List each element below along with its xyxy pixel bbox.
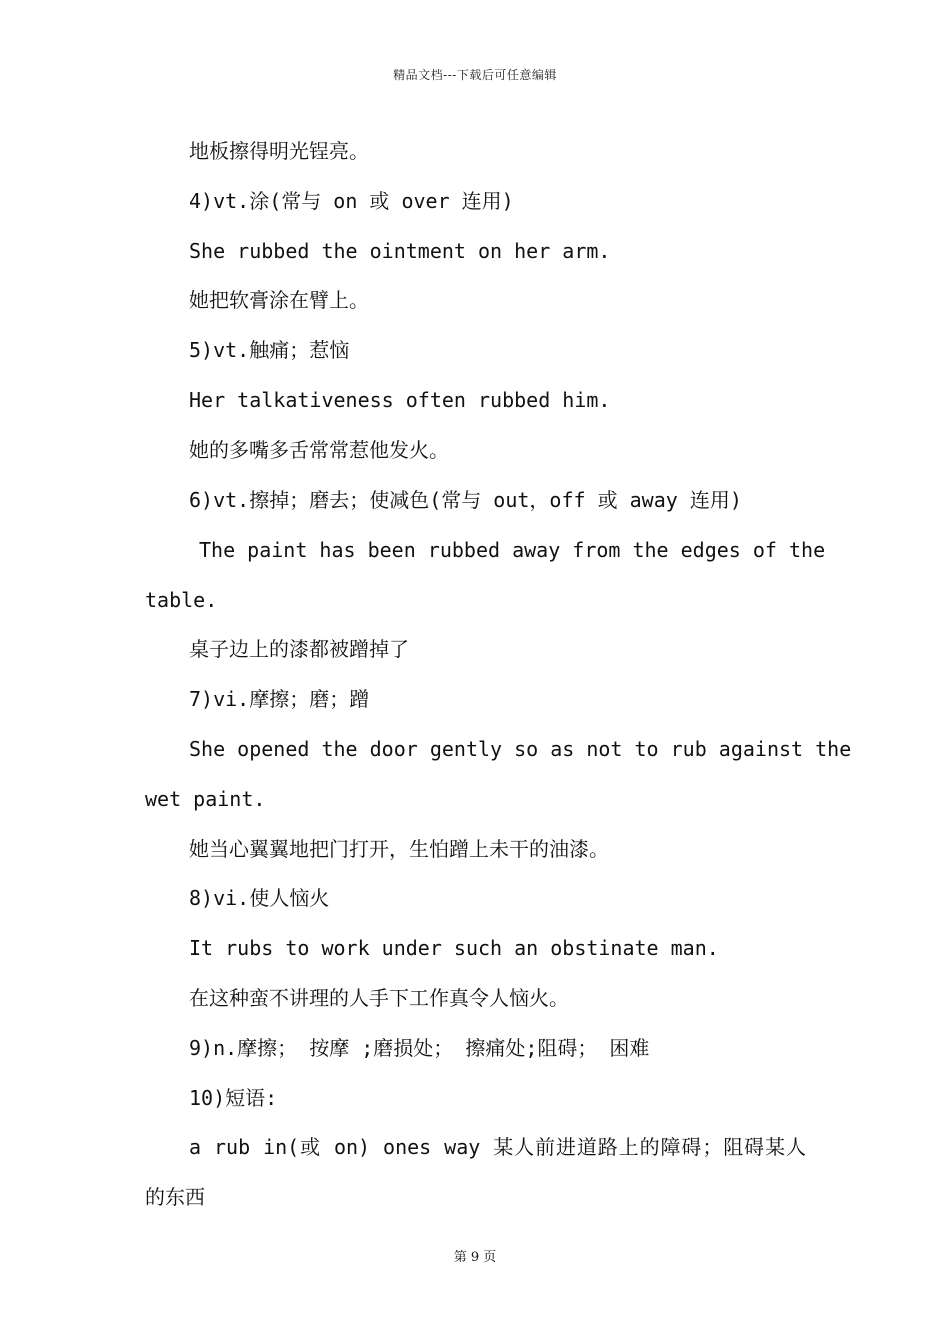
example-sentence-cont: wet paint. [145,787,266,811]
definition-heading: 7)vi.摩擦；磨；蹭 [189,687,370,711]
example-sentence: She opened the door gently so as not to rub against the [189,737,852,761]
example-sentence: She rubbed the ointment on her arm. [189,239,611,263]
section-heading: 10)短语: [189,1086,278,1110]
translation-text: 在这种蛮不讲理的人手下工作真令人恼火。 [189,986,569,1010]
example-sentence-cont: table. [145,588,218,612]
example-sentence: Her talkativeness often rubbed him. [189,388,611,412]
example-sentence: The paint has been rubbed away from the edges of the [199,538,826,562]
definition-heading: 6)vt.擦掉；磨去；使减色(常与 out，off 或 away 连用) [189,488,742,512]
phrase-entry-cont: 的东西 [145,1185,205,1209]
translation-text: 桌子边上的漆都被蹭掉了 [189,637,409,661]
phrase-entry: a rub in(或 on) ones way 某人前进道路上的障碍；阻碍某人 [189,1135,806,1159]
page-header: 精品文档---下载后可任意编辑 [393,68,557,82]
example-sentence: It rubs to work under such an obstinate man. [189,936,719,960]
translation-text: 她把软膏涂在臂上。 [189,288,369,312]
paragraph-text: 地板擦得明光锃亮。 [189,139,369,163]
definition-heading: 9)n.摩擦； 按摩 ;磨损处； 擦痛处;阻碍； 困难 [189,1036,650,1060]
definition-heading: 4)vt.涂(常与 on 或 over 连用) [189,189,514,213]
definition-heading: 5)vt.触痛；惹恼 [189,338,350,362]
translation-text: 她当心翼翼地把门打开，生怕蹭上未干的油漆。 [189,837,609,861]
translation-text: 她的多嘴多舌常常惹他发火。 [189,438,449,462]
page-number: 第 9 页 [453,1250,497,1265]
definition-heading: 8)vi.使人恼火 [189,886,330,910]
